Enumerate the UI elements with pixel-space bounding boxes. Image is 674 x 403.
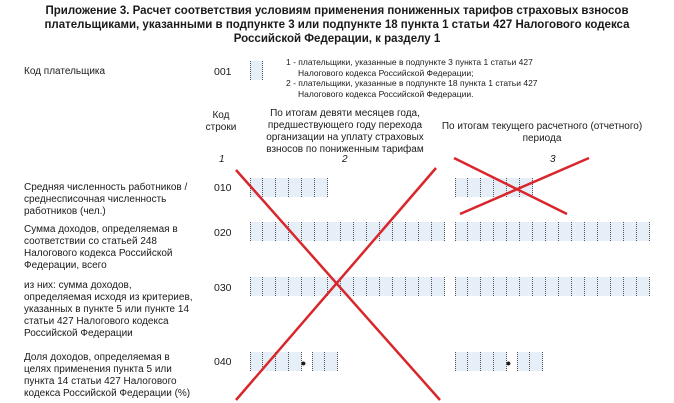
row-040-col2-decimal-point: •: [301, 355, 306, 371]
payer-code-number: 001: [214, 66, 232, 78]
row-010-code: 010: [214, 182, 232, 194]
header-column-2: По итогам девяти месяцев года, предшествующего году перехода организации на уплату страховых взносов по пониженным тарифам: [266, 108, 424, 155]
payer-note-2: 2 - плательщики, указанные в подпункте 18 пункта 1 статьи 427: [286, 78, 538, 88]
cross-line-small-2: [460, 158, 589, 214]
row-010-label: Средняя численность работников / среднесписочная численность работников (чел.): [24, 182, 188, 217]
row-020-label: Сумма доходов, определяемая в соответствии со статьей 248 Налогового кодекса Российской Федерации, всего: [24, 224, 178, 271]
row-040-label: Доля доходов, определяемая в целях применения пункта 5 или пункта 14 статьи 427 Налогового кодекса Российской Федерации (%): [24, 352, 191, 399]
row-020-code: 020: [214, 227, 232, 239]
title-line-2: плательщиками, указанными в подпункте 3 или подпункте 18 пункта 1 статьи 427 Налогового кодекса: [44, 19, 630, 31]
payer-note-1b: Налогового кодекса Российской Федерации;: [298, 67, 474, 78]
payer-note-2b: Налогового кодекса Российской Федерации.: [298, 88, 474, 99]
title-line-3: Российской Федерации, к разделу 1: [233, 33, 441, 45]
payer-code-label: Код плательщика: [24, 66, 106, 77]
row-040-code: 040: [214, 356, 232, 368]
cross-line-small-1: [454, 158, 567, 214]
row-030-code: 030: [214, 282, 232, 294]
column-number-2: 2: [342, 154, 348, 165]
row-040-col3-decimal-point: •: [506, 355, 511, 371]
row-030-label: из них: сумма доходов, определяемая исходя из критериев, указанных в пункте 5 или пункте 14 статьи 427 Налогового кодекса Российской Федерации: [24, 280, 193, 339]
column-number-3: 3: [550, 154, 556, 165]
column-number-1: 1: [219, 154, 225, 165]
header-code-column: Код строки: [205, 110, 237, 133]
title-line-1: Приложение 3. Расчет соответствия условиям применения пониженных тарифов страховых взносов: [45, 5, 629, 17]
header-column-3: По итогам текущего расчетного (отчетного) периода: [441, 121, 643, 144]
payer-note-1: 1 - плательщики, указанные в подпункте 3 пункта 1 статьи 427: [286, 57, 533, 67]
